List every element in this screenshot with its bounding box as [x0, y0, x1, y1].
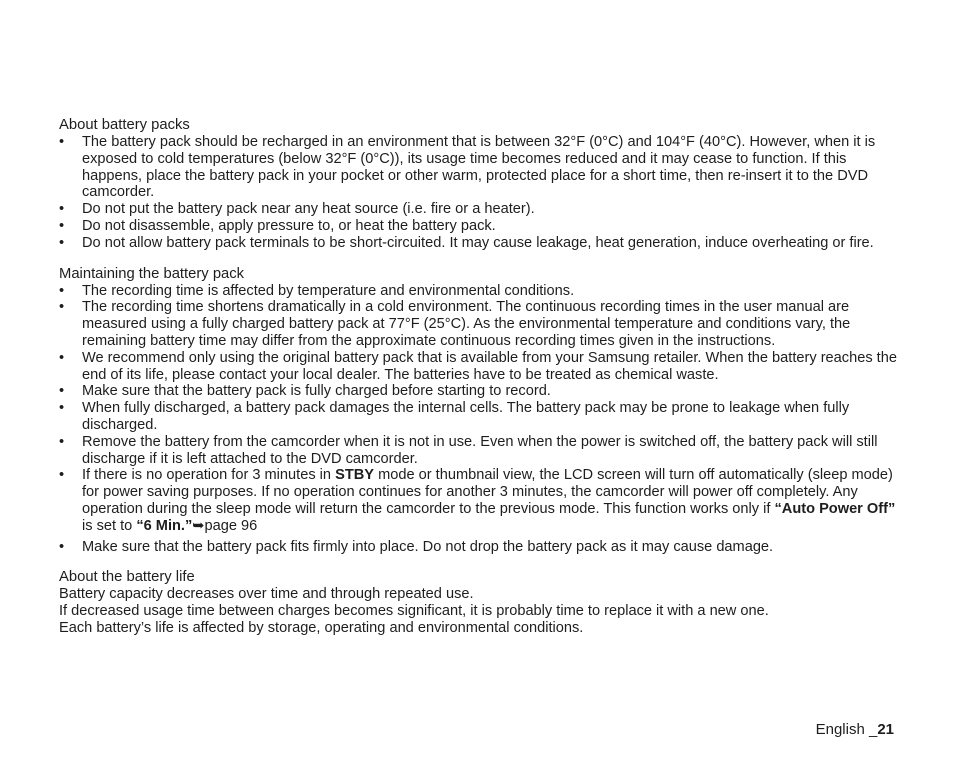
list-item: • When fully discharged, a battery pack damages the internal cells. The battery pack may be prone to leakage when fully discharged. — [59, 400, 899, 434]
auto-power-off-label: “Auto Power Off” — [774, 500, 896, 517]
section-heading: About the battery life — [59, 569, 195, 586]
page-content — [59, 117, 899, 651]
paragraph-line: If decreased usage time between charges becomes significant, it is probably time to replace it with a new one. — [59, 603, 769, 620]
page-number: 21 — [877, 721, 894, 738]
list-item: • Do not allow battery pack terminals to be short-circuited. It may cause leakage, heat generation, induce overheating or fire. — [59, 235, 899, 252]
section-battery-life — [59, 569, 899, 636]
text-run: If there is no operation for 3 minutes in — [82, 467, 336, 484]
section-maintaining-battery-pack — [59, 266, 899, 556]
text-run: is set to — [82, 517, 137, 534]
paragraph-line: Battery capacity decreases over time and through repeated use. — [59, 586, 474, 603]
bullet-list — [59, 283, 899, 556]
list-item-sleep-mode — [59, 467, 899, 534]
bullet-list — [59, 134, 899, 252]
list-item: • We recommend only using the original battery pack that is available from your Samsung retailer. When the battery reaches the end of its life, please contact your local dealer. The batteries have to be treated as chemical waste. — [59, 350, 899, 384]
list-item: • Remove the battery from the camcorder when it is not in use. Even when the power is switched off, the battery pack will still discharge if it is left attached to the DVD camcorder. — [59, 434, 899, 468]
list-item: • The battery pack should be recharged in an environment that is between 32°F (0°C) and 104°F (40°C). However, when it is exposed to cold temperatures (below 32°F (0°C)), its usage time becomes reduced and it may cease to function. If this happens, place the battery pack in your pocket or other warm, protected place for a short time, then re-insert it to the DVD camcorder. — [59, 134, 899, 201]
list-item: • Do not disassemble, apply pressure to, or heat the battery pack. — [59, 218, 899, 235]
list-item: • The recording time shortens dramatically in a cold environment. The continuous recording times in the user manual are measured using a fully charged battery pack at 77°F (25°C). As the environmental temperature and conditions vary, the remaining battery time may differ from the approximate continuous recording times given in the instructions. — [59, 299, 899, 349]
list-item: • Make sure that the battery pack fits firmly into place. Do not drop the battery pack as it may cause damage. — [59, 539, 899, 556]
paragraph-line: Each battery’s life is affected by storage, operating and environmental conditions. — [59, 619, 584, 636]
page-footer — [816, 722, 894, 739]
page-ref-arrow-icon: ➥ — [192, 517, 205, 534]
section-heading: About battery packs — [59, 117, 190, 133]
page-reference: page 96 — [204, 517, 258, 534]
list-item: • Do not put the battery pack near any heat source (i.e. fire or a heater). — [59, 201, 899, 218]
list-item: • The recording time is affected by temperature and environmental conditions. — [59, 283, 899, 300]
section-about-battery-packs — [59, 117, 899, 252]
stby-label: STBY — [335, 467, 375, 484]
footer-language: English _ — [815, 721, 878, 738]
text-run: mode or thumbnail view, the LCD screen will turn off automatically (sleep mode) for power saving purposes. If no operation continues for another 3 minutes, the camcorder will power off completely. Any operation during the sleep mode will return the camcorder to the previous mode. This function works only if — [82, 467, 893, 517]
list-item: • Make sure that the battery pack is fully charged before starting to record. — [59, 383, 899, 400]
section-heading: Maintaining the battery pack — [59, 265, 245, 282]
six-min-label: “6 Min.” — [136, 517, 193, 534]
